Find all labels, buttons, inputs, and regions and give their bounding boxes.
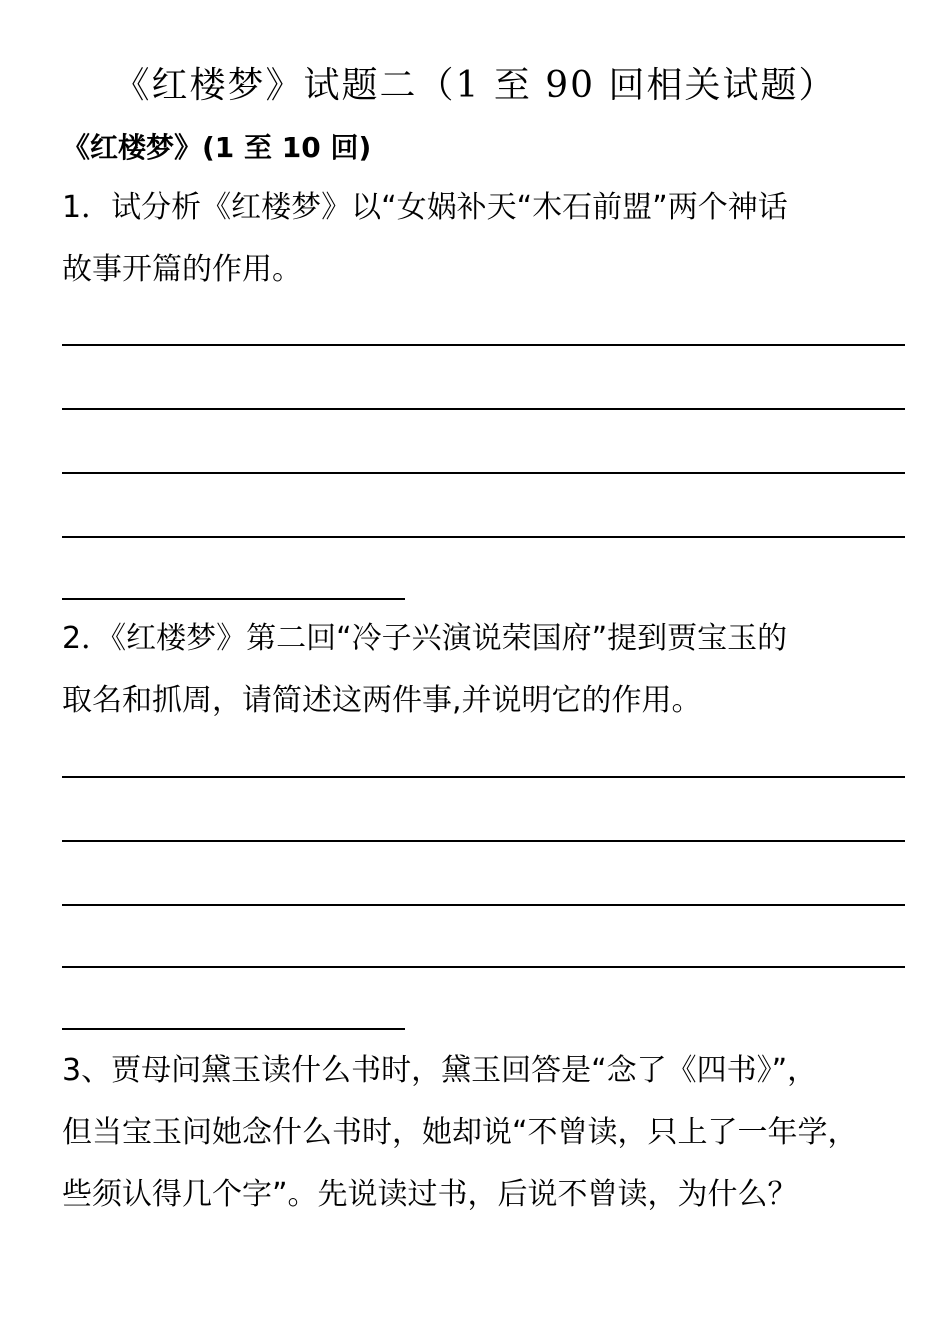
answer-line[interactable]: [62, 598, 405, 600]
answer-line[interactable]: [62, 408, 905, 410]
question-3-line-1: 3、贾母问黛玉读什么书时，黛玉回答是“念了《四书》”，: [62, 1053, 818, 1088]
question-1-line-2: 故事开篇的作用。: [62, 252, 302, 287]
question-3: [62, 1040, 912, 1226]
answer-line[interactable]: [62, 536, 905, 538]
question-2: [62, 608, 912, 732]
answer-line[interactable]: [62, 472, 905, 474]
answer-line[interactable]: [62, 776, 905, 778]
answer-line[interactable]: [62, 966, 905, 968]
question-1: [62, 177, 912, 301]
question-2-line-2: 取名和抓周，请简述这两件事,并说明它的作用。: [62, 683, 702, 718]
page-title: 《红楼梦》试题二（1 至 90 回相关试题）: [113, 65, 837, 106]
answer-line[interactable]: [62, 840, 905, 842]
question-1-line-1: 1．试分析《红楼梦》以“女娲补天“木石前盟”两个神话: [62, 190, 788, 225]
question-3-line-2: 但当宝玉问她念什么书时，她却说“不曾读，只上了一年学，: [62, 1115, 858, 1150]
question-3-line-3: 些须认得几个字”。先说读过书，后说不曾读，为什么？: [62, 1177, 798, 1212]
answer-line[interactable]: [62, 904, 905, 906]
question-2-line-1: 2．《红楼梦》第二回“冷子兴演说荣国府”提到贾宝玉的: [62, 621, 788, 656]
section-heading: 《红楼梦》(1 至 10 回): [62, 131, 372, 164]
answer-line[interactable]: [62, 344, 905, 346]
answer-line[interactable]: [62, 1028, 405, 1030]
